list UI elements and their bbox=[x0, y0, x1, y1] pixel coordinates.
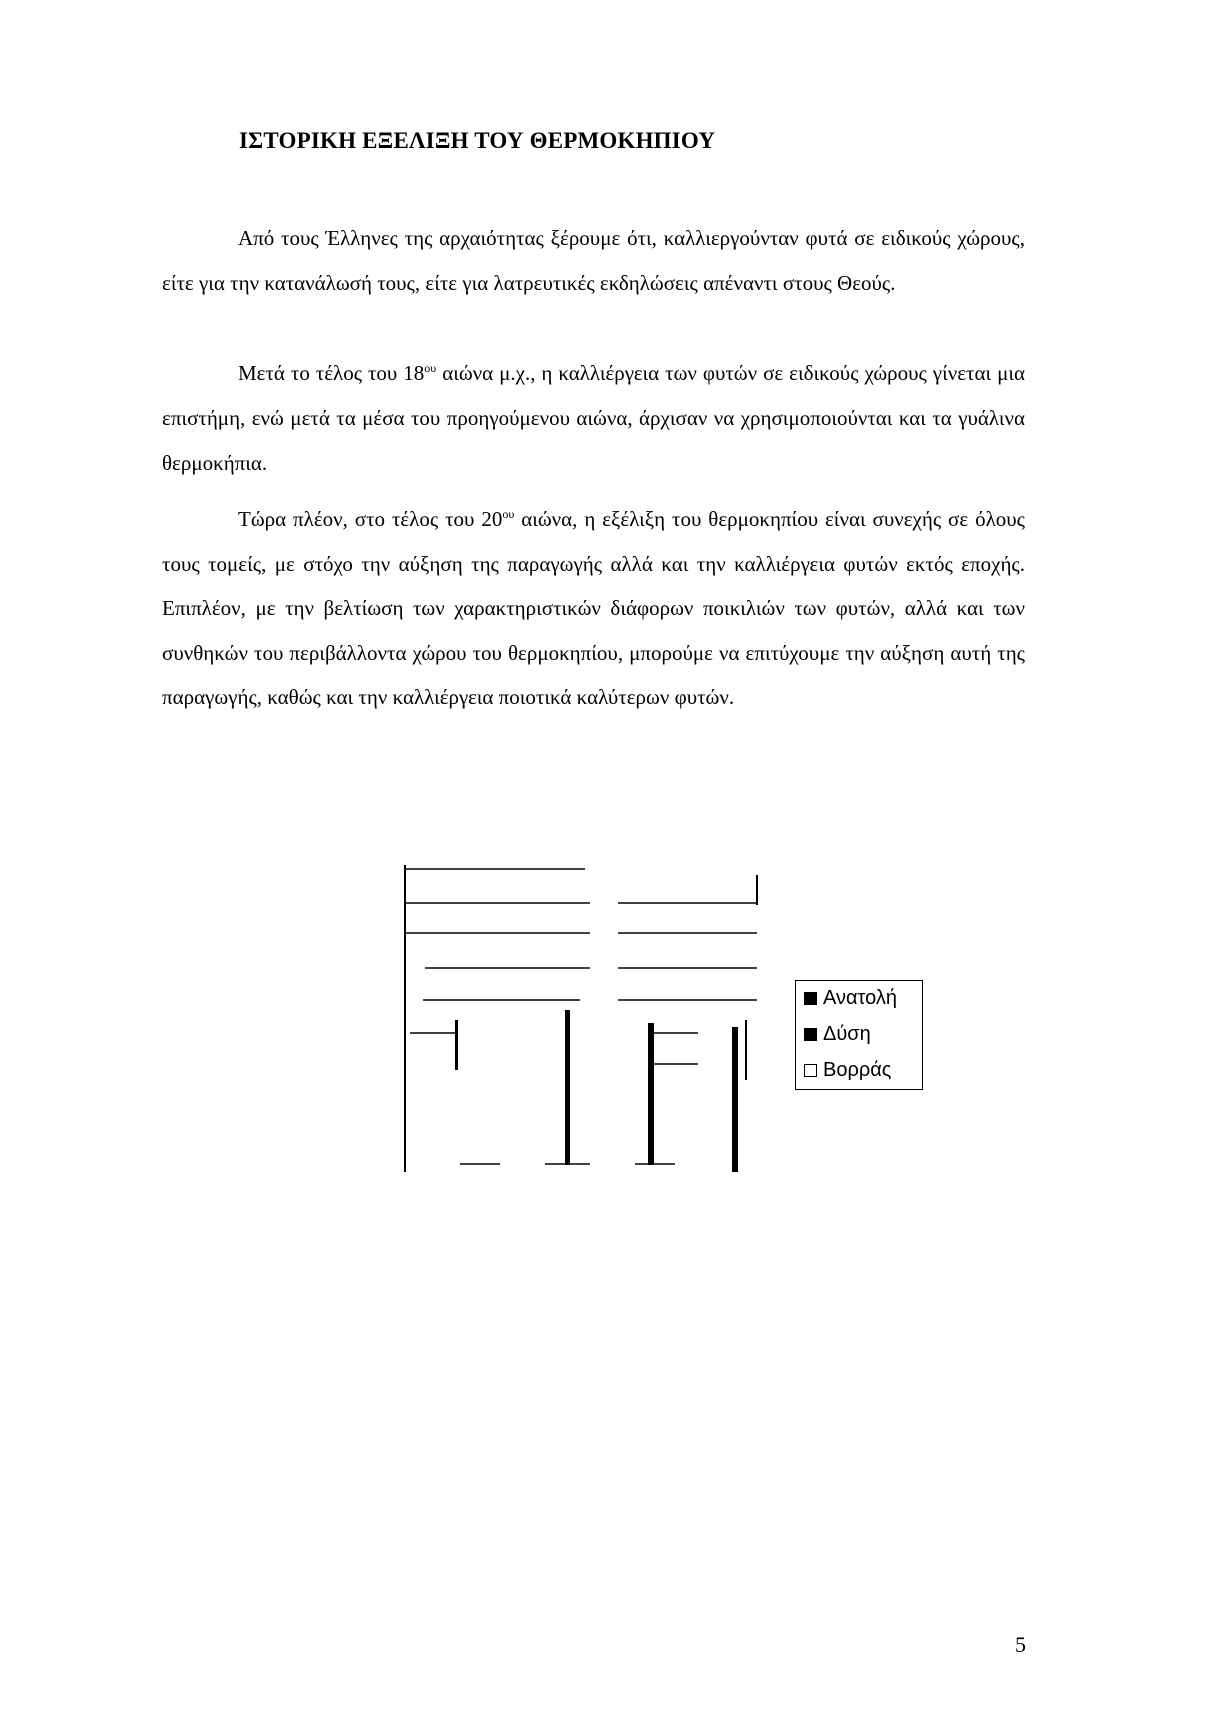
legend-swatch-solid bbox=[804, 1028, 817, 1041]
paragraph-18th-text-a: Μετά το τέλος του 18 bbox=[238, 361, 425, 385]
ordinal-superscript: ου bbox=[424, 361, 437, 375]
bar bbox=[732, 1027, 738, 1172]
legend-label: Βορράς bbox=[823, 1059, 892, 1081]
paragraph-18th-century bbox=[162, 351, 1025, 486]
ordinal-superscript: ου bbox=[502, 507, 515, 521]
chart-axes bbox=[405, 865, 757, 1172]
paragraph-ancient-text: Από τους Έλληνες της αρχαιότητας ξέρουμε ότι, καλλιεργούνταν φυτά σε ειδικούς χώρους, είτε για την κατανάλωσή τους, είτε για λατρευτικές εκδηλώσεις απέναντι στους Θεούς. bbox=[162, 226, 1025, 295]
bar bbox=[648, 1023, 654, 1165]
chart-gridlines bbox=[405, 869, 757, 1164]
paragraph-20th-century bbox=[162, 497, 1025, 720]
page-title: ΙΣΤΟΡΙΚΗ ΕΞΕΛΙΞΗ ΤΟΥ ΘΕΡΜΟΚΗΠΙΟΥ bbox=[239, 128, 716, 153]
legend-label: Ανατολή bbox=[823, 987, 898, 1009]
legend-item-east bbox=[804, 987, 897, 1010]
chart-legend bbox=[795, 980, 923, 1090]
paragraph-20th-text-b: αιώνα, η εξέλιξη του θερμοκηπίου είναι συνεχής σε όλους τους τομείς, με στόχο την αύξηση της παραγωγής αλλά και την καλλιέργεια φυτών εκτός εποχής. Επιπλέον, με την βελτίωση των χαρακτηριστικών διάφορων ποικιλιών των φυτών, αλλά και των συνθηκών του περιβάλλοντα χώρου του θερμοκηπίου, μπορούμε να επιτύχουμε την αύξηση αυτή της παραγωγής, καθώς και την καλλιέργεια ποιοτικά καλύτερων φυτών. bbox=[162, 507, 1025, 709]
paragraph-18th-text-b: αιώνα μ.χ., η καλλιέργεια των φυτών σε ειδικούς χώρους γίνεται μια επιστήμη, ενώ μετά τα μέσα του προηγούμενου αιώνα, άρχισαν να χρησιμοποιούνται και τα γυάλινα θερμοκήπια. bbox=[162, 361, 1025, 475]
legend-swatch-hollow bbox=[804, 1064, 817, 1077]
legend-label: Δύση bbox=[823, 1023, 871, 1045]
chart-bars bbox=[455, 1010, 747, 1172]
bar bbox=[455, 1020, 458, 1070]
bar bbox=[565, 1010, 570, 1165]
page-number: 5 bbox=[1015, 1632, 1026, 1657]
paragraph-20th-text-a: Τώρα πλέον, στο τέλος του 20 bbox=[238, 507, 503, 531]
legend-item-north bbox=[804, 1059, 891, 1082]
legend-swatch-solid bbox=[804, 992, 817, 1005]
legend-item-west bbox=[804, 1023, 871, 1046]
bar bbox=[745, 1020, 747, 1080]
paragraph-ancient bbox=[162, 216, 1025, 306]
